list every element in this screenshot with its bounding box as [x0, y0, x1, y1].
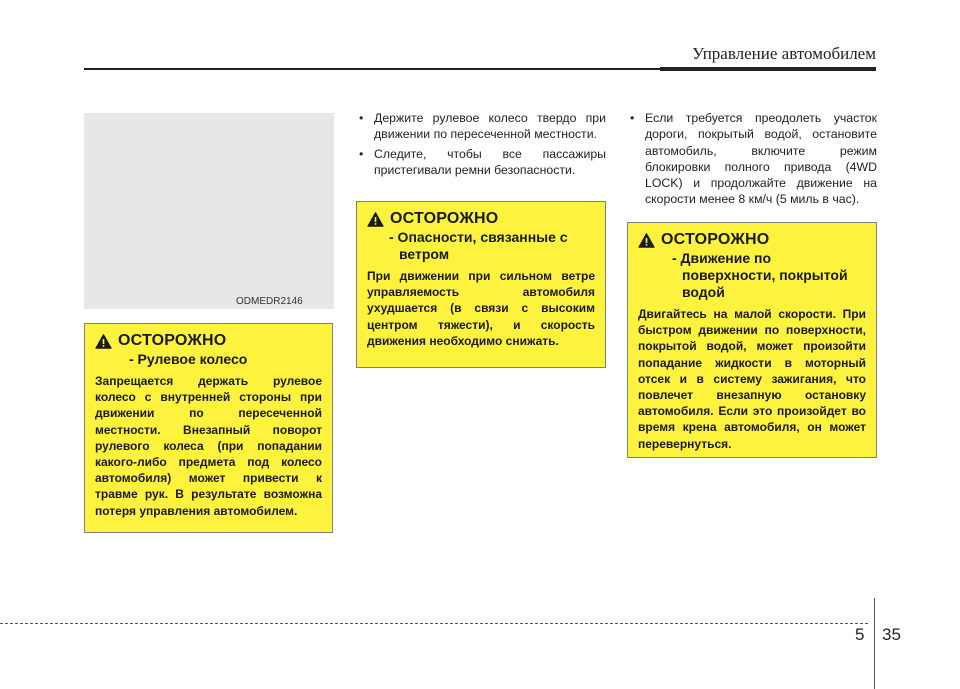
warning-subtitle: - Рулевое колесо — [129, 351, 248, 367]
warning-box-water — [627, 222, 877, 458]
footer-vertical-rule — [874, 598, 875, 689]
warning-header — [95, 332, 322, 350]
warning-header — [367, 210, 595, 228]
chapter-number: 5 — [855, 625, 865, 644]
warning-box-wind — [356, 201, 606, 368]
bullet-list-column3 — [627, 110, 877, 211]
warning-title: ОСТОРОЖНО — [118, 332, 227, 349]
bullet-item: • Следите, чтобы все пассажиры пристегивали ремни безопасности. — [359, 146, 606, 177]
bullet-list-column2 — [356, 110, 606, 181]
warning-header — [638, 231, 866, 249]
warning-title: ОСТОРОЖНО — [661, 231, 770, 248]
header-rule-accent — [660, 67, 876, 71]
warning-box-steering — [84, 323, 333, 533]
warning-triangle-icon — [367, 212, 384, 227]
warning-subtitle: - Опасности, связанные с ветром — [389, 229, 568, 262]
bullet-item: • Держите рулевое колесо твердо при движении по пересеченной местности. — [359, 111, 606, 142]
warning-body: Двигайтесь на малой скорости. При быстром движении по поверхности, покрытой водой, может произойти попадание жидкости в моторный отсек и в систему зажигания, что повлечет внезапную остановку автомобиля. Если это произойдет во время крена автомобиля, он может перевернуться. — [638, 307, 866, 451]
warning-triangle-icon — [638, 233, 655, 248]
bullet-item: • Если требуется преодолеть участок дороги, покрытый водой, остановите автомобиль, включите режим блокировки полного привода (4WD LOCK) и продолжайте движение на скорости менее 8 км/ч (5 миль в час). — [630, 111, 877, 207]
warning-title: ОСТОРОЖНО — [390, 210, 499, 227]
illustration-code: ODMEDR2146 — [236, 296, 303, 307]
page-header-title: Управление автомобилем — [692, 44, 876, 63]
warning-body: При движении при сильном ветре управляемость автомобиля ухудшается (в связи с высоким центром тяжести), и скорость движения необходимо снижать. — [367, 269, 595, 348]
warning-subtitle: - Движение по поверхности, покрытой водой — [672, 250, 848, 300]
warning-triangle-icon — [95, 334, 112, 349]
illustration-image — [84, 113, 334, 309]
footer-divider — [0, 623, 868, 624]
page-number: 35 — [882, 625, 901, 644]
warning-body: Запрещается держать рулевое колесо с внутренней стороны при движении по пересеченной местности. Внезапный поворот рулевого колеса (при попадании какого-либо предмета под колесо автомобиля) может привести к травме рук. В результате возможна потеря управления автомобилем. — [95, 374, 322, 518]
